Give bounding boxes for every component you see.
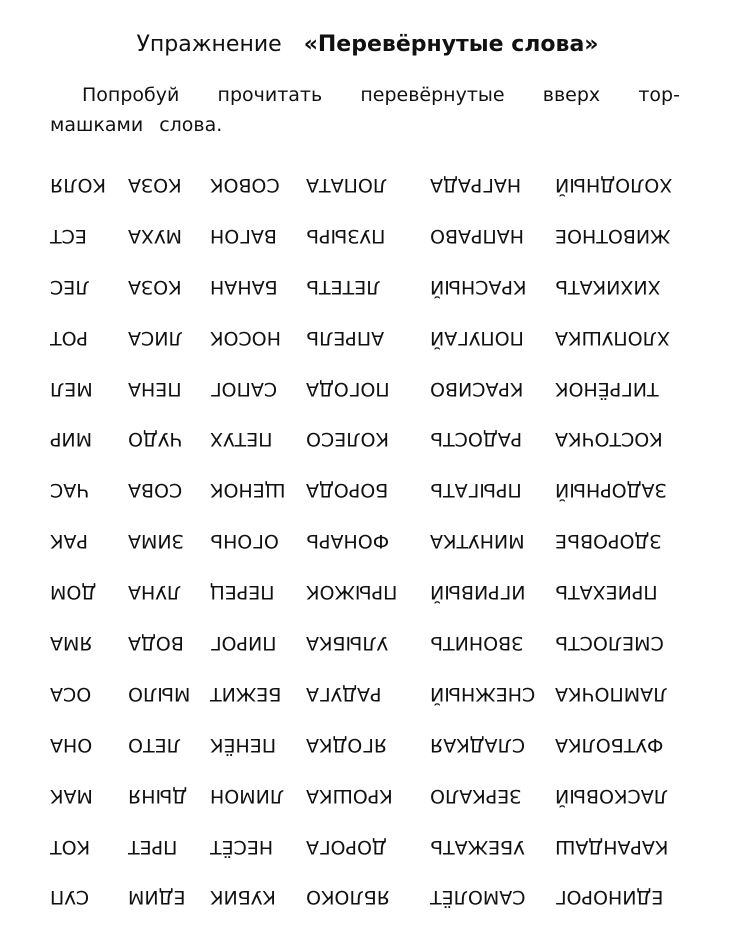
upside-down-word: РАК <box>50 530 88 553</box>
upside-down-word: ЧАС <box>50 479 90 502</box>
word-row <box>50 270 682 321</box>
upside-down-word: КОЛЯ <box>50 174 106 196</box>
upside-down-word: ПРЫГАТЬ <box>430 479 522 502</box>
upside-down-word: ЛАСКОВЫЙ <box>555 784 669 807</box>
instruction-word: вверх <box>542 84 601 106</box>
upside-down-word: КУБИК <box>210 886 276 909</box>
upside-down-word: ФУТБОЛКА <box>555 733 664 756</box>
upside-down-word: НЕСЁТ <box>210 835 274 858</box>
upside-down-word: МАК <box>50 784 93 807</box>
exercise-title <box>0 32 735 57</box>
upside-down-word: МИР <box>50 428 93 451</box>
upside-down-word: ЛИМОН <box>210 784 285 807</box>
upside-down-word: МУХА <box>128 224 182 247</box>
word-row <box>50 677 682 728</box>
upside-down-word: НАГРАДА <box>430 174 522 196</box>
upside-down-word: КАРАНДАШ <box>555 835 669 858</box>
upside-down-word: БОРОДА <box>306 479 389 502</box>
instruction-word: перевёрнутые <box>360 84 505 106</box>
instruction-line-2: машками слова. <box>50 114 223 136</box>
upside-down-word: СНЕЖНЫЙ <box>430 682 536 705</box>
upside-down-word: ДОМ <box>50 581 97 604</box>
upside-down-word: ПРЕТ <box>128 835 178 858</box>
upside-down-word: ХОЛОДНЫЙ <box>555 174 673 196</box>
upside-down-word: СМЕЛОСТЬ <box>555 632 664 655</box>
upside-down-word: РОТ <box>50 326 89 349</box>
word-row <box>50 168 682 219</box>
word-row <box>50 524 682 575</box>
upside-down-word: ПОГОДА <box>306 377 390 400</box>
upside-down-word: СОВА <box>128 479 183 502</box>
word-row <box>50 626 682 677</box>
upside-down-word: ЛЕТО <box>128 733 181 756</box>
upside-down-word: МИНУТКА <box>430 530 525 553</box>
upside-down-word: АПРЕЛЬ <box>306 326 385 349</box>
upside-down-word: ДЫНЯ <box>128 784 188 807</box>
upside-down-word: ПРЫЖОК <box>306 581 398 604</box>
upside-down-word: РАДУГА <box>306 682 382 705</box>
upside-down-word: ЯМА <box>50 632 93 655</box>
instruction-word: Попробуй <box>82 84 180 106</box>
upside-down-word: ЛЕС <box>50 275 90 298</box>
upside-down-word: ХИХИКАТЬ <box>555 275 661 298</box>
upside-down-word: КРАСИВО <box>430 377 524 400</box>
upside-down-word: ХЛОПУШКА <box>555 326 670 349</box>
upside-down-word: УЛЫБКА <box>306 632 389 655</box>
upside-down-word: ЯГОДКА <box>306 733 388 756</box>
upside-down-word: ПЕНА <box>128 377 182 400</box>
upside-down-word: ЕДИМ <box>128 886 186 909</box>
upside-down-word: САМОЛЁТ <box>430 886 526 909</box>
upside-down-word: ОГОНЬ <box>210 530 279 553</box>
upside-down-word: СОВОК <box>210 174 280 196</box>
upside-down-word: ОНА <box>50 733 93 756</box>
upside-down-word: ЩЕНОК <box>210 479 286 502</box>
upside-down-word: ЖИВОТНОЕ <box>555 224 671 247</box>
upside-down-word: ФОНАРЬ <box>306 530 390 553</box>
upside-down-word: ИГРИВЫЙ <box>430 581 526 604</box>
upside-down-word: ЗДОРОВЬЕ <box>555 530 662 553</box>
upside-down-word: КРОШКА <box>306 784 393 807</box>
word-row <box>50 321 682 372</box>
upside-down-word: ПОПУГАЙ <box>430 326 524 349</box>
upside-down-word: КОЗА <box>128 174 182 196</box>
upside-down-word: ПЕНЁК <box>210 733 277 756</box>
word-row <box>50 473 682 524</box>
upside-down-word: ЛЕТЕТЬ <box>306 275 381 298</box>
upside-down-word: СУП <box>50 886 90 909</box>
upside-down-word: ЛАМПОЧКА <box>555 682 668 705</box>
upside-down-word: ПРИЕХАТЬ <box>555 581 658 604</box>
upside-down-word: КРАСНЫЙ <box>430 275 527 298</box>
upside-down-word: РАДОСТЬ <box>430 428 523 451</box>
upside-down-word: ЗИМА <box>128 530 184 553</box>
upside-down-word-grid <box>50 168 682 931</box>
upside-down-word: ОСА <box>50 682 92 705</box>
upside-down-word: САПОГ <box>210 377 278 400</box>
instruction-line-1 <box>50 80 680 110</box>
upside-down-word: БАНАН <box>210 275 278 298</box>
upside-down-word: КОЛЕСО <box>306 428 389 451</box>
word-row <box>50 728 682 779</box>
upside-down-word: ПИРОГ <box>210 632 277 655</box>
upside-down-word: ЛОПАТА <box>306 174 388 196</box>
instruction-text <box>50 80 680 140</box>
upside-down-word: ЕСТ <box>50 224 87 247</box>
instruction-word: прочитать <box>217 84 323 106</box>
upside-down-word: ЧУДО <box>128 428 183 451</box>
word-row <box>50 880 682 931</box>
title-name: «Перевёрнутые слова» <box>303 32 599 57</box>
upside-down-word: ЛИСА <box>128 326 183 349</box>
word-row <box>50 372 682 423</box>
upside-down-word: НАПРАВО <box>430 224 525 247</box>
word-row <box>50 779 682 830</box>
instruction-word: тор- <box>638 84 680 106</box>
upside-down-word: ЕДИНОРОГ <box>555 886 664 909</box>
upside-down-word: ПЕРЕЦ <box>210 581 275 604</box>
upside-down-word: КОТ <box>50 835 91 858</box>
word-row <box>50 575 682 626</box>
upside-down-word: КОЗА <box>128 275 182 298</box>
word-row <box>50 830 682 881</box>
upside-down-word: МЕЛ <box>50 377 93 400</box>
upside-down-word: ЯБЛОКО <box>306 886 390 909</box>
upside-down-word: МЫЛО <box>128 682 191 705</box>
upside-down-word: БЕЖИТ <box>210 682 282 705</box>
title-prefix: Упражнение <box>136 32 282 57</box>
word-row <box>50 422 682 473</box>
upside-down-word: ДОРОГА <box>306 835 387 858</box>
upside-down-word: ВОДА <box>128 632 184 655</box>
upside-down-word: ЗЕРКАЛО <box>430 784 522 807</box>
upside-down-word: ЗАДОРНЫЙ <box>555 479 667 502</box>
upside-down-word: ТИГРЁНОК <box>555 377 659 400</box>
upside-down-word: УБЕЖАТЬ <box>430 835 525 858</box>
upside-down-word: ВАГОН <box>210 224 277 247</box>
word-row <box>50 219 682 270</box>
upside-down-word: КОСТОЧКА <box>555 428 663 451</box>
upside-down-word: ЛУНА <box>128 581 182 604</box>
upside-down-word: ЗВОНИТЬ <box>430 632 524 655</box>
upside-down-word: ПУЗЫРЬ <box>306 224 386 247</box>
upside-down-word: ПЕТУХ <box>210 428 273 451</box>
upside-down-word: СЛАДКАЯ <box>430 733 526 756</box>
upside-down-word: НОСОК <box>210 326 281 349</box>
